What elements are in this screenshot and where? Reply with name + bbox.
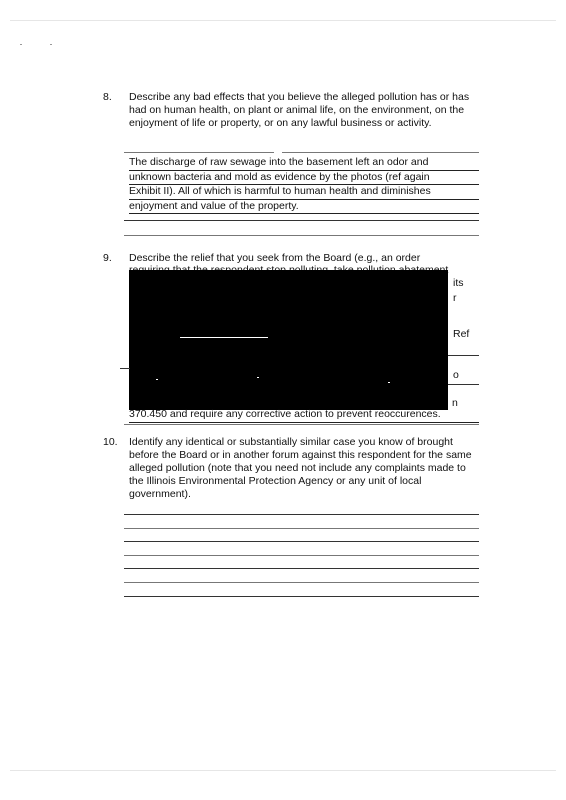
- answer-rule: [124, 424, 479, 425]
- q9-number: 9.: [103, 252, 112, 264]
- q9-answer: [129, 408, 479, 423]
- bottom-scan-edge: [10, 770, 556, 771]
- answer-rule: [448, 355, 479, 356]
- q10-prompt: Identify any identical or substantially similar case you know of brought before the Board or in another forum against this respondent for the same alleged pollution (note that you need not include any complaints made to the Illinois Environmental Protection Agency or any unit of local government).: [129, 436, 472, 500]
- q8-number: 8.: [103, 91, 112, 103]
- answer-rule: [282, 152, 479, 153]
- q8-answer: [129, 156, 479, 214]
- q9-fragment: Ref: [453, 328, 470, 340]
- q8-answer-line: The discharge of raw sewage into the basement left an odor and: [129, 156, 479, 171]
- q8-prompt: Describe any bad effects that you believe the alleged pollution has or has had on human health, on plant or animal life, on the environment, on the enjoyment of life or property, or on any lawful business or activity.: [129, 91, 470, 129]
- redaction-artifact: [257, 377, 259, 378]
- scan-mark: [50, 44, 52, 45]
- top-scan-edge: [10, 20, 556, 21]
- q9-fragment: r: [453, 292, 457, 304]
- q9-fragment: its: [453, 277, 464, 289]
- redaction-block: [129, 270, 448, 410]
- scan-mark: [20, 44, 22, 45]
- redaction-artifact: [156, 379, 158, 380]
- q9-fragment: o: [453, 369, 459, 381]
- answer-rule: [124, 235, 479, 236]
- answer-rule: [124, 152, 274, 153]
- answer-rule: [124, 514, 479, 515]
- q9-prompt-line: Describe the relief that you seek from the Board (e.g., an order: [129, 252, 421, 264]
- q10-number: 10.: [103, 436, 118, 448]
- q9-fragment: n: [452, 397, 458, 409]
- answer-rule: [448, 384, 479, 385]
- answer-rule: [124, 555, 479, 556]
- answer-rule: [124, 541, 479, 542]
- redaction-artifact: [180, 337, 268, 338]
- answer-rule: [124, 528, 479, 529]
- answer-rule: [124, 568, 479, 569]
- answer-rule: [124, 582, 479, 583]
- answer-rule: [120, 368, 130, 369]
- q9-answer-line: 370.450 and require any corrective action to prevent reoccurences.: [129, 408, 479, 423]
- redaction-artifact: [388, 382, 390, 383]
- q8-answer-line: Exhibit II). All of which is harmful to human health and diminishes: [129, 185, 479, 200]
- q8-answer-line: unknown bacteria and mold as evidence by the photos (ref again: [129, 171, 479, 186]
- answer-rule: [124, 596, 479, 597]
- q8-answer-line: enjoyment and value of the property.: [129, 200, 479, 215]
- answer-rule: [124, 220, 479, 221]
